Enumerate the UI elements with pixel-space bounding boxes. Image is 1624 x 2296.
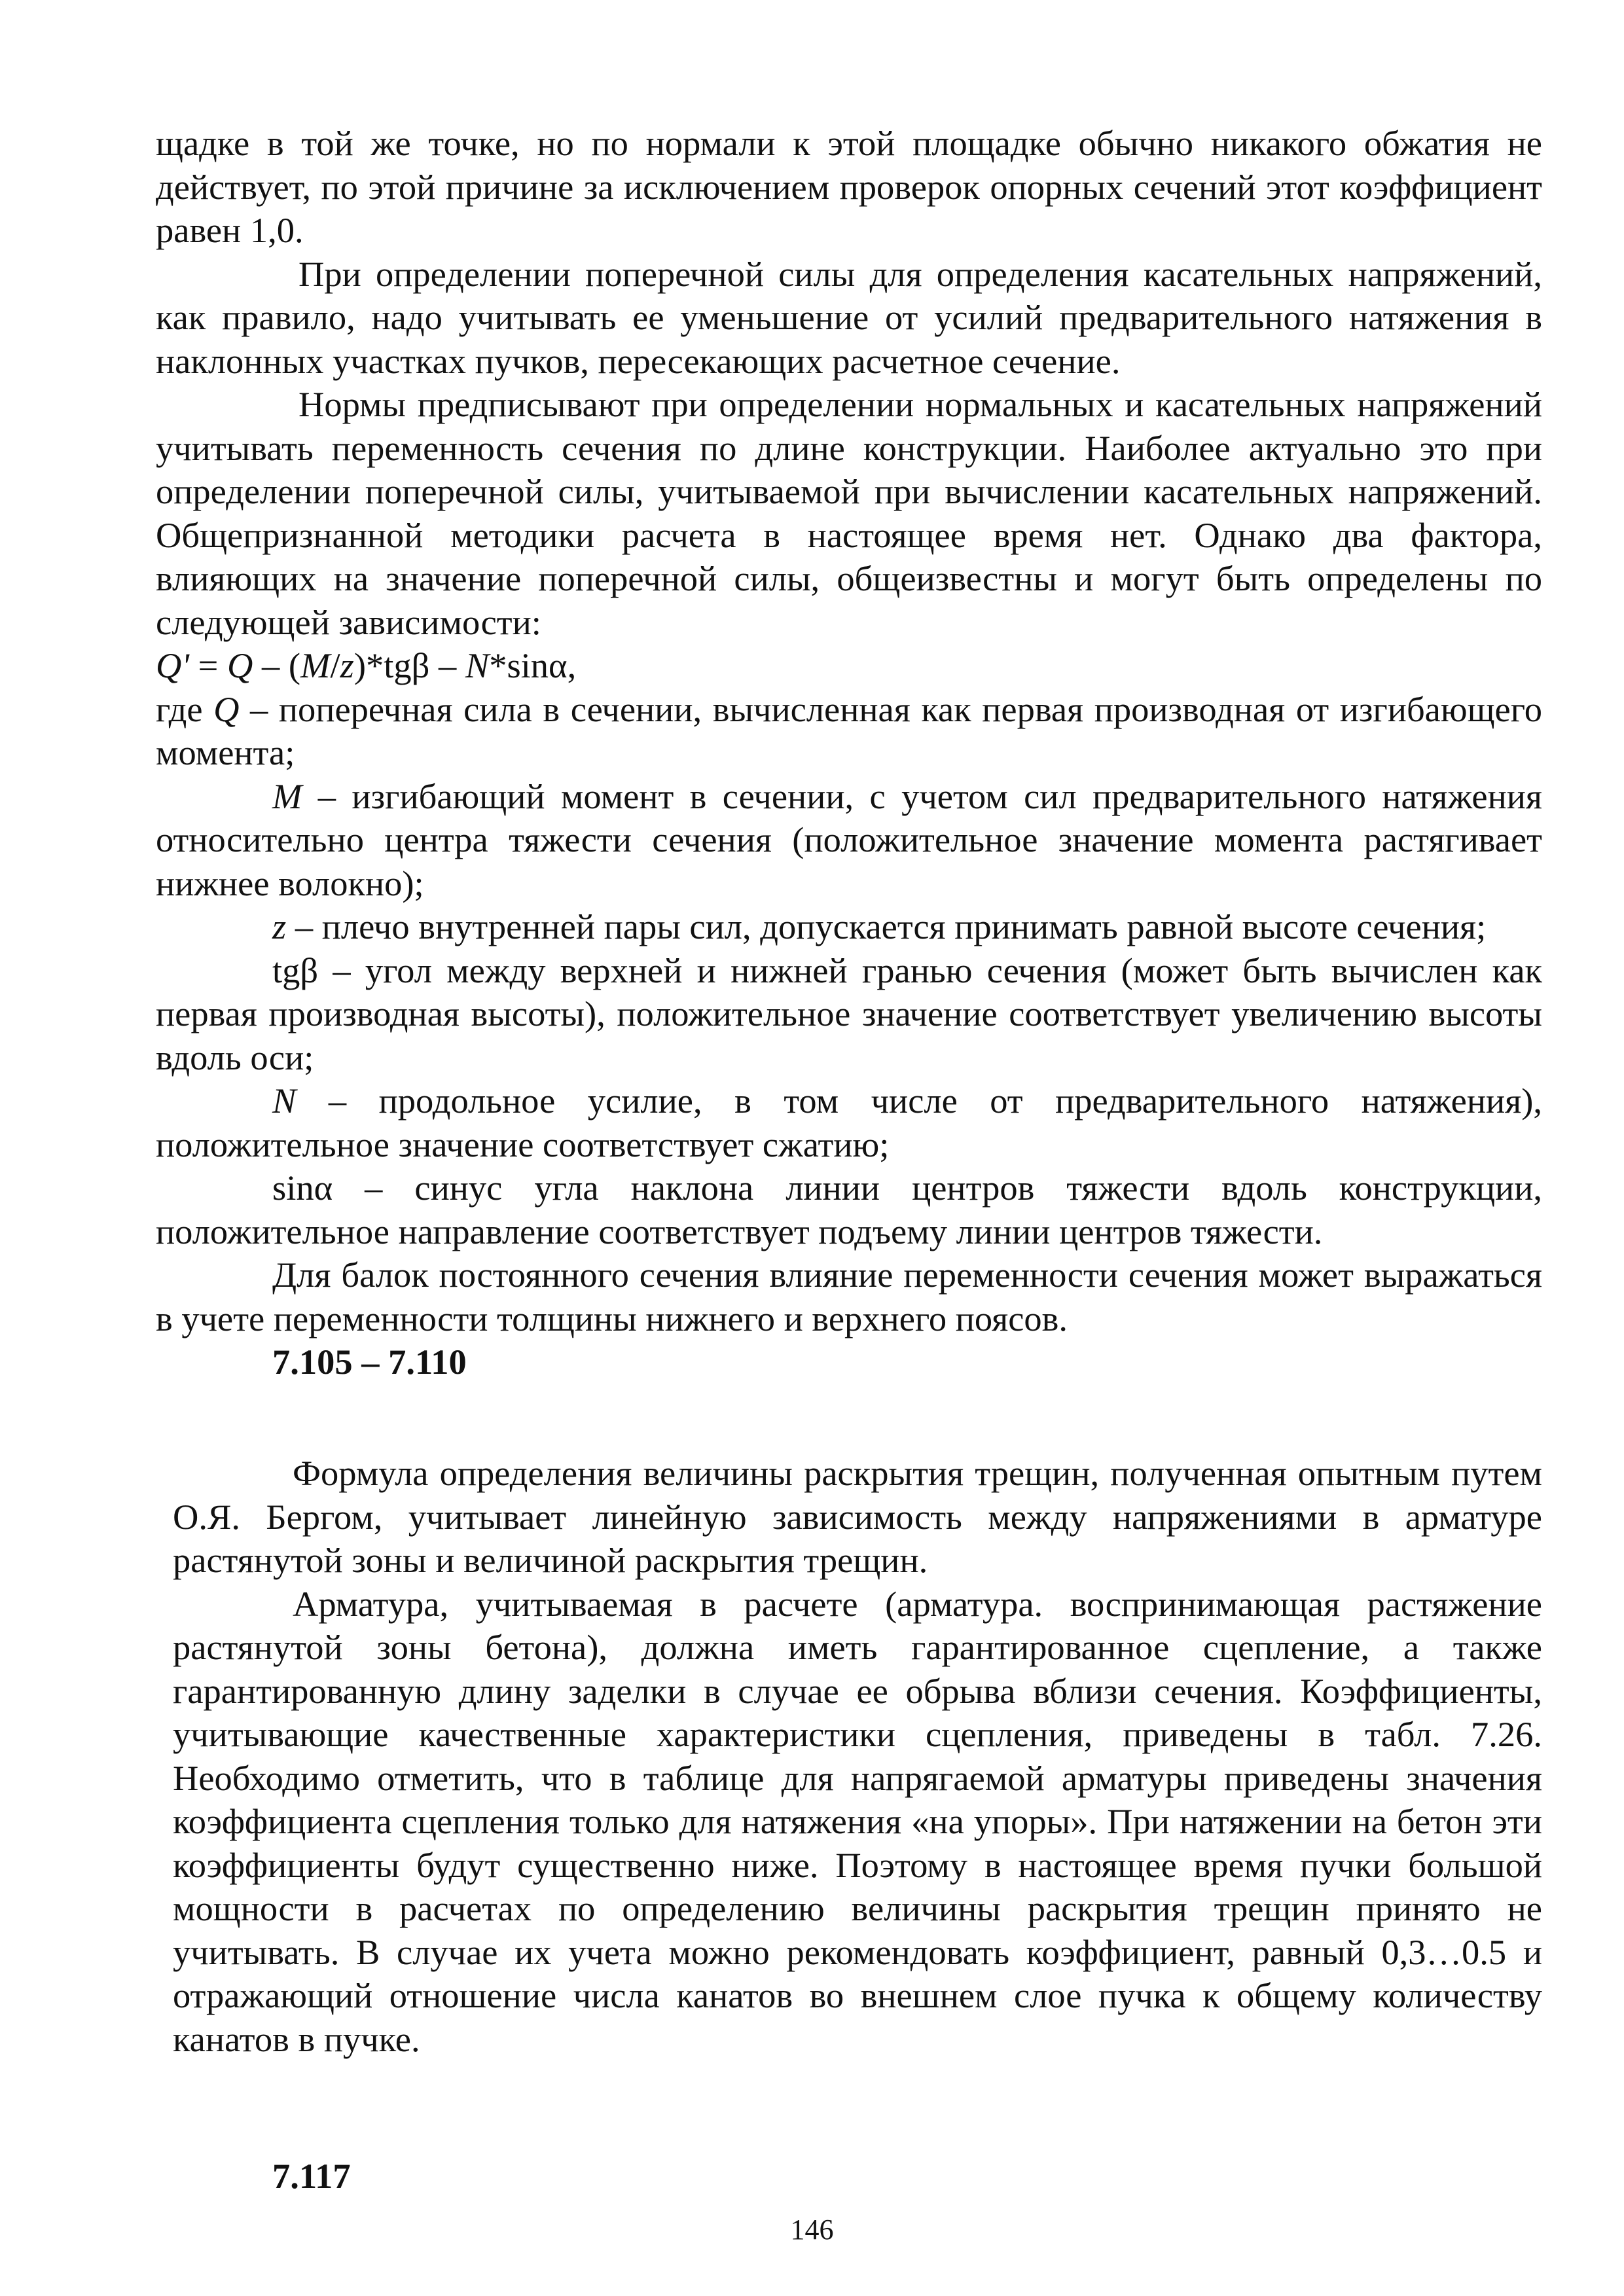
- page-number: 146: [790, 2214, 834, 2246]
- formula: Q' = Q – (M/z)*tgβ – N*sinα,: [156, 645, 577, 685]
- paragraph-continuation: щадке в той же точке, но по нормали к этой площадке обычно никакого обжатия не действует, по этой причине за исключением проверок опорных сечений этот коэффициент равен 1,0.: [156, 123, 1542, 250]
- paragraph-beams: Для балок постоянного сечения влияние переменности сечения может выражаться в учете переменности толщины нижнего и верхнего поясов.: [156, 1255, 1542, 1338]
- formula-q-prime: Q': [156, 645, 190, 685]
- definition-tg: tgβ – угол между верхней и нижней гранью сечения (может быть вычислен как первая производная высоты), положительное значение соответствует увеличению высоты вдоль оси;: [156, 950, 1542, 1077]
- definition-sin: sinα – синус угла наклона линии центров тяжести вдоль конструкции, положительное направление соответствует подъему линии центров тяжести.: [156, 1168, 1542, 1251]
- paragraph-crack-formula: Формула определения величины раскрытия трещин, полученная опытным путем О.Я. Бергом, учитывает линейную зависимость между напряжениями в арматуре растянутой зоны и величиной раскрытия трещин.: [173, 1453, 1542, 1580]
- paragraph-norms: Нормы предписывают при определении нормальных и касательных напряжений учитывать переменность сечения по длине конструкции. Наиболее актуально это при определении поперечной силы, учитываемой при вычислении касательных напряжений. Общепризнанной методики расчета в настоящее время нет. Однако два фактора, влияющих на значение поперечной силы, общеизвестны и могут быть определены по следующей зависимости:: [156, 384, 1542, 642]
- definition-m: M – изгибающий момент в сечении, с учетом сил предварительного натяжения относительно центра тяжести сечения (положительное значение момента растягивает нижнее волокно);: [156, 776, 1542, 903]
- section-heading-7-117: 7.117: [272, 2156, 351, 2196]
- definition-q: где Q – поперечная сила в сечении, вычисленная как первая производная от изгибающего момента;: [156, 689, 1542, 772]
- definition-n: N – продольное усилие, в том числе от предварительного натяжения), положительное значение соответствует сжатию;: [156, 1081, 1542, 1164]
- text-block-upper: [156, 122, 1542, 1384]
- paragraph-shear-force: При определении поперечной силы для определения касательных напряжений, как правило, надо учитывать ее уменьшение от усилий предварительного натяжения в наклонных участках пучков, пересекающих расчетное сечение.: [156, 253, 1542, 381]
- section-heading-7-105: 7.105 – 7.110: [272, 1342, 467, 1382]
- paragraph-reinforcement: Арматура, учитываемая в расчете (арматура. воспринимающая растяжение растянутой зоны бетона), должна иметь гарантированное сцепление, а также гарантированную длину заделки в случае ее обрыва вблизи сечения. Коэффициенты, учитывающие качественные характеристики сцепления, приведены в табл. 7.26. Необходимо отметить, что в таблице для напрягаемой арматуры приведены значения коэффициента сцепления только для натяжения «на упоры». При натяжении на бетон эти коэффициенты будут существенно ниже. Поэтому в настоящее время пучки большой мощности в расчетах по определению величины раскрытия трещин принято не учитывать. В случае их учета можно рекомендовать коэффициент, равный 0,3…0.5 и отражающий отношение числа канатов во внешнем слое пучка к общему количеству канатов в пучке.: [173, 1583, 1542, 2059]
- definition-z: z – плечо внутренней пары сил, допускается принимать равной высоте сечения;: [272, 906, 1487, 946]
- text-block-lower: [173, 1452, 1542, 2061]
